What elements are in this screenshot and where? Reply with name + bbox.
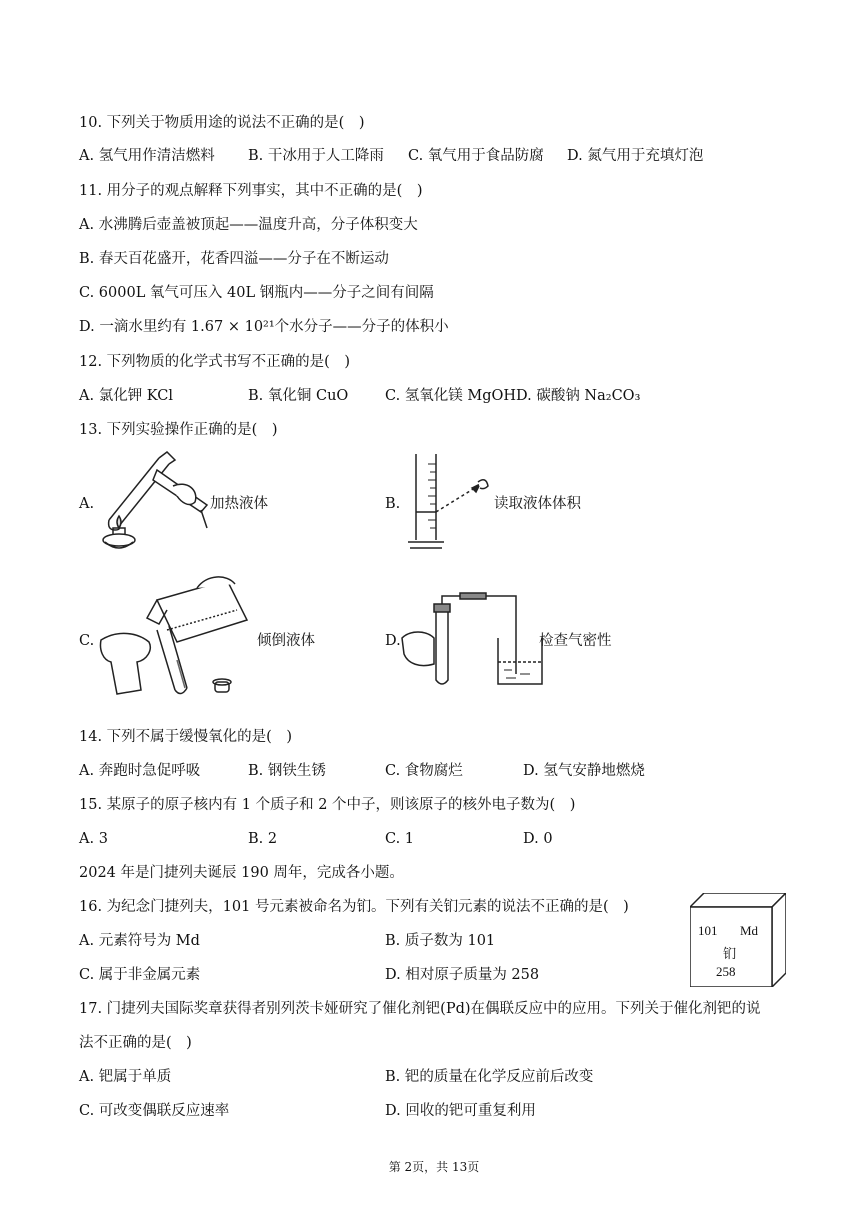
q13-option-d-caption: 检查气密性 (539, 633, 612, 649)
pouring-liquid-illustration (97, 570, 257, 705)
element-name: 钔 (723, 946, 737, 961)
q12-option-d: D. 碳酸钠 Na₂CO₃ (516, 388, 641, 404)
q12-option-a: A. 氯化钾 KCl (79, 388, 173, 404)
question-17-stem-line1: 17. 门捷列夫国际奖章获得者别列茨卡娅研究了催化剂钯(Pd)在偶联反应中的应用。下列关于催化剂钯的说 (79, 1001, 761, 1017)
question-17-stem-line2: 法不正确的是( ) (79, 1035, 192, 1051)
element-symbol: Md (740, 923, 759, 938)
question-12-stem: 12. 下列物质的化学式书写不正确的是( ) (79, 354, 350, 370)
q15-option-d: D. 0 (523, 831, 553, 847)
q12-option-c: C. 氢氧化镁 MgOH (385, 388, 517, 404)
q17-option-c: C. 可改变偶联反应速率 (79, 1103, 230, 1119)
q11-option-c: C. 6000L 氧气可压入 40L 钢瓶内——分子之间有间隔 (79, 285, 434, 301)
q14-option-d: D. 氢气安静地燃烧 (523, 763, 645, 779)
question-13-stem: 13. 下列实验操作正确的是( ) (79, 422, 278, 438)
q13-option-c-letter: C. (79, 633, 95, 649)
q15-option-c: C. 1 (385, 831, 415, 847)
q16-option-c: C. 属于非金属元素 (79, 967, 201, 983)
q13-option-d-letter: D. (385, 633, 401, 649)
page-footer: 第 2页，共 13页 (388, 1160, 480, 1174)
q12-option-b: B. 氧化铜 CuO (248, 388, 349, 404)
q16-option-d: D. 相对原子质量为 258 (385, 967, 540, 983)
question-14-stem: 14. 下列不属于缓慢氧化的是( ) (79, 729, 292, 745)
q10-option-a: A. 氢气用作清洁燃料 (79, 148, 215, 164)
q15-option-b: B. 2 (248, 831, 278, 847)
q13-option-a-letter: A. (79, 496, 95, 512)
q10-option-c: C. 氧气用于食品防腐 (408, 148, 544, 164)
q16-option-a: A. 元素符号为 Md (79, 933, 200, 949)
element-atomic-mass: 258 (716, 964, 736, 979)
q17-option-b: B. 钯的质量在化学反应前后改变 (385, 1069, 594, 1085)
question-11-stem: 11. 用分子的观点解释下列事实，其中不正确的是( ) (79, 183, 423, 199)
q13-option-a-caption: 加热液体 (210, 496, 268, 512)
section-intro: 2024 年是门捷列夫诞辰 190 周年，完成各小题。 (79, 865, 404, 881)
q17-option-d: D. 回收的钯可重复利用 (385, 1103, 536, 1119)
q10-option-b: B. 干冰用于人工降雨 (248, 148, 384, 164)
q11-option-b: B. 春天百花盛开，花香四溢——分子在不断运动 (79, 251, 389, 267)
element-atomic-number: 101 (698, 923, 718, 938)
heating-liquid-illustration (97, 450, 212, 555)
question-10-stem: 10. 下列关于物质用途的说法不正确的是( ) (79, 115, 365, 131)
airtightness-check-illustration (400, 592, 550, 692)
q14-option-b: B. 钢铁生锈 (248, 763, 326, 779)
q15-option-a: A. 3 (79, 831, 108, 847)
q17-option-a: A. 钯属于单质 (79, 1069, 172, 1085)
q13-option-c-caption: 倾倒液体 (257, 633, 315, 649)
q11-option-d: D. 一滴水里约有 1.67 × 10²¹个水分子——分子的体积小 (79, 319, 449, 335)
q10-option-d: D. 氮气用于充填灯泡 (567, 148, 704, 164)
q14-option-c: C. 食物腐烂 (385, 763, 463, 779)
q13-option-b-caption: 读取液体体积 (494, 496, 581, 512)
q14-option-a: A. 奔跑时急促呼吸 (79, 763, 201, 779)
graduated-cylinder-illustration (400, 452, 495, 552)
q11-option-a: A. 水沸腾后壶盖被顶起——温度升高，分子体积变大 (79, 217, 418, 233)
element-tile-mendelevium (690, 893, 786, 987)
question-16-stem: 16. 为纪念门捷列夫，101 号元素被命名为钔。下列有关钔元素的说法不正确的是( ) (79, 899, 629, 915)
question-15-stem: 15. 某原子的原子核内有 1 个质子和 2 个中子，则该原子的核外电子数为( ) (79, 797, 576, 813)
q16-option-b: B. 质子数为 101 (385, 933, 496, 949)
q13-option-b-letter: B. (385, 496, 401, 512)
